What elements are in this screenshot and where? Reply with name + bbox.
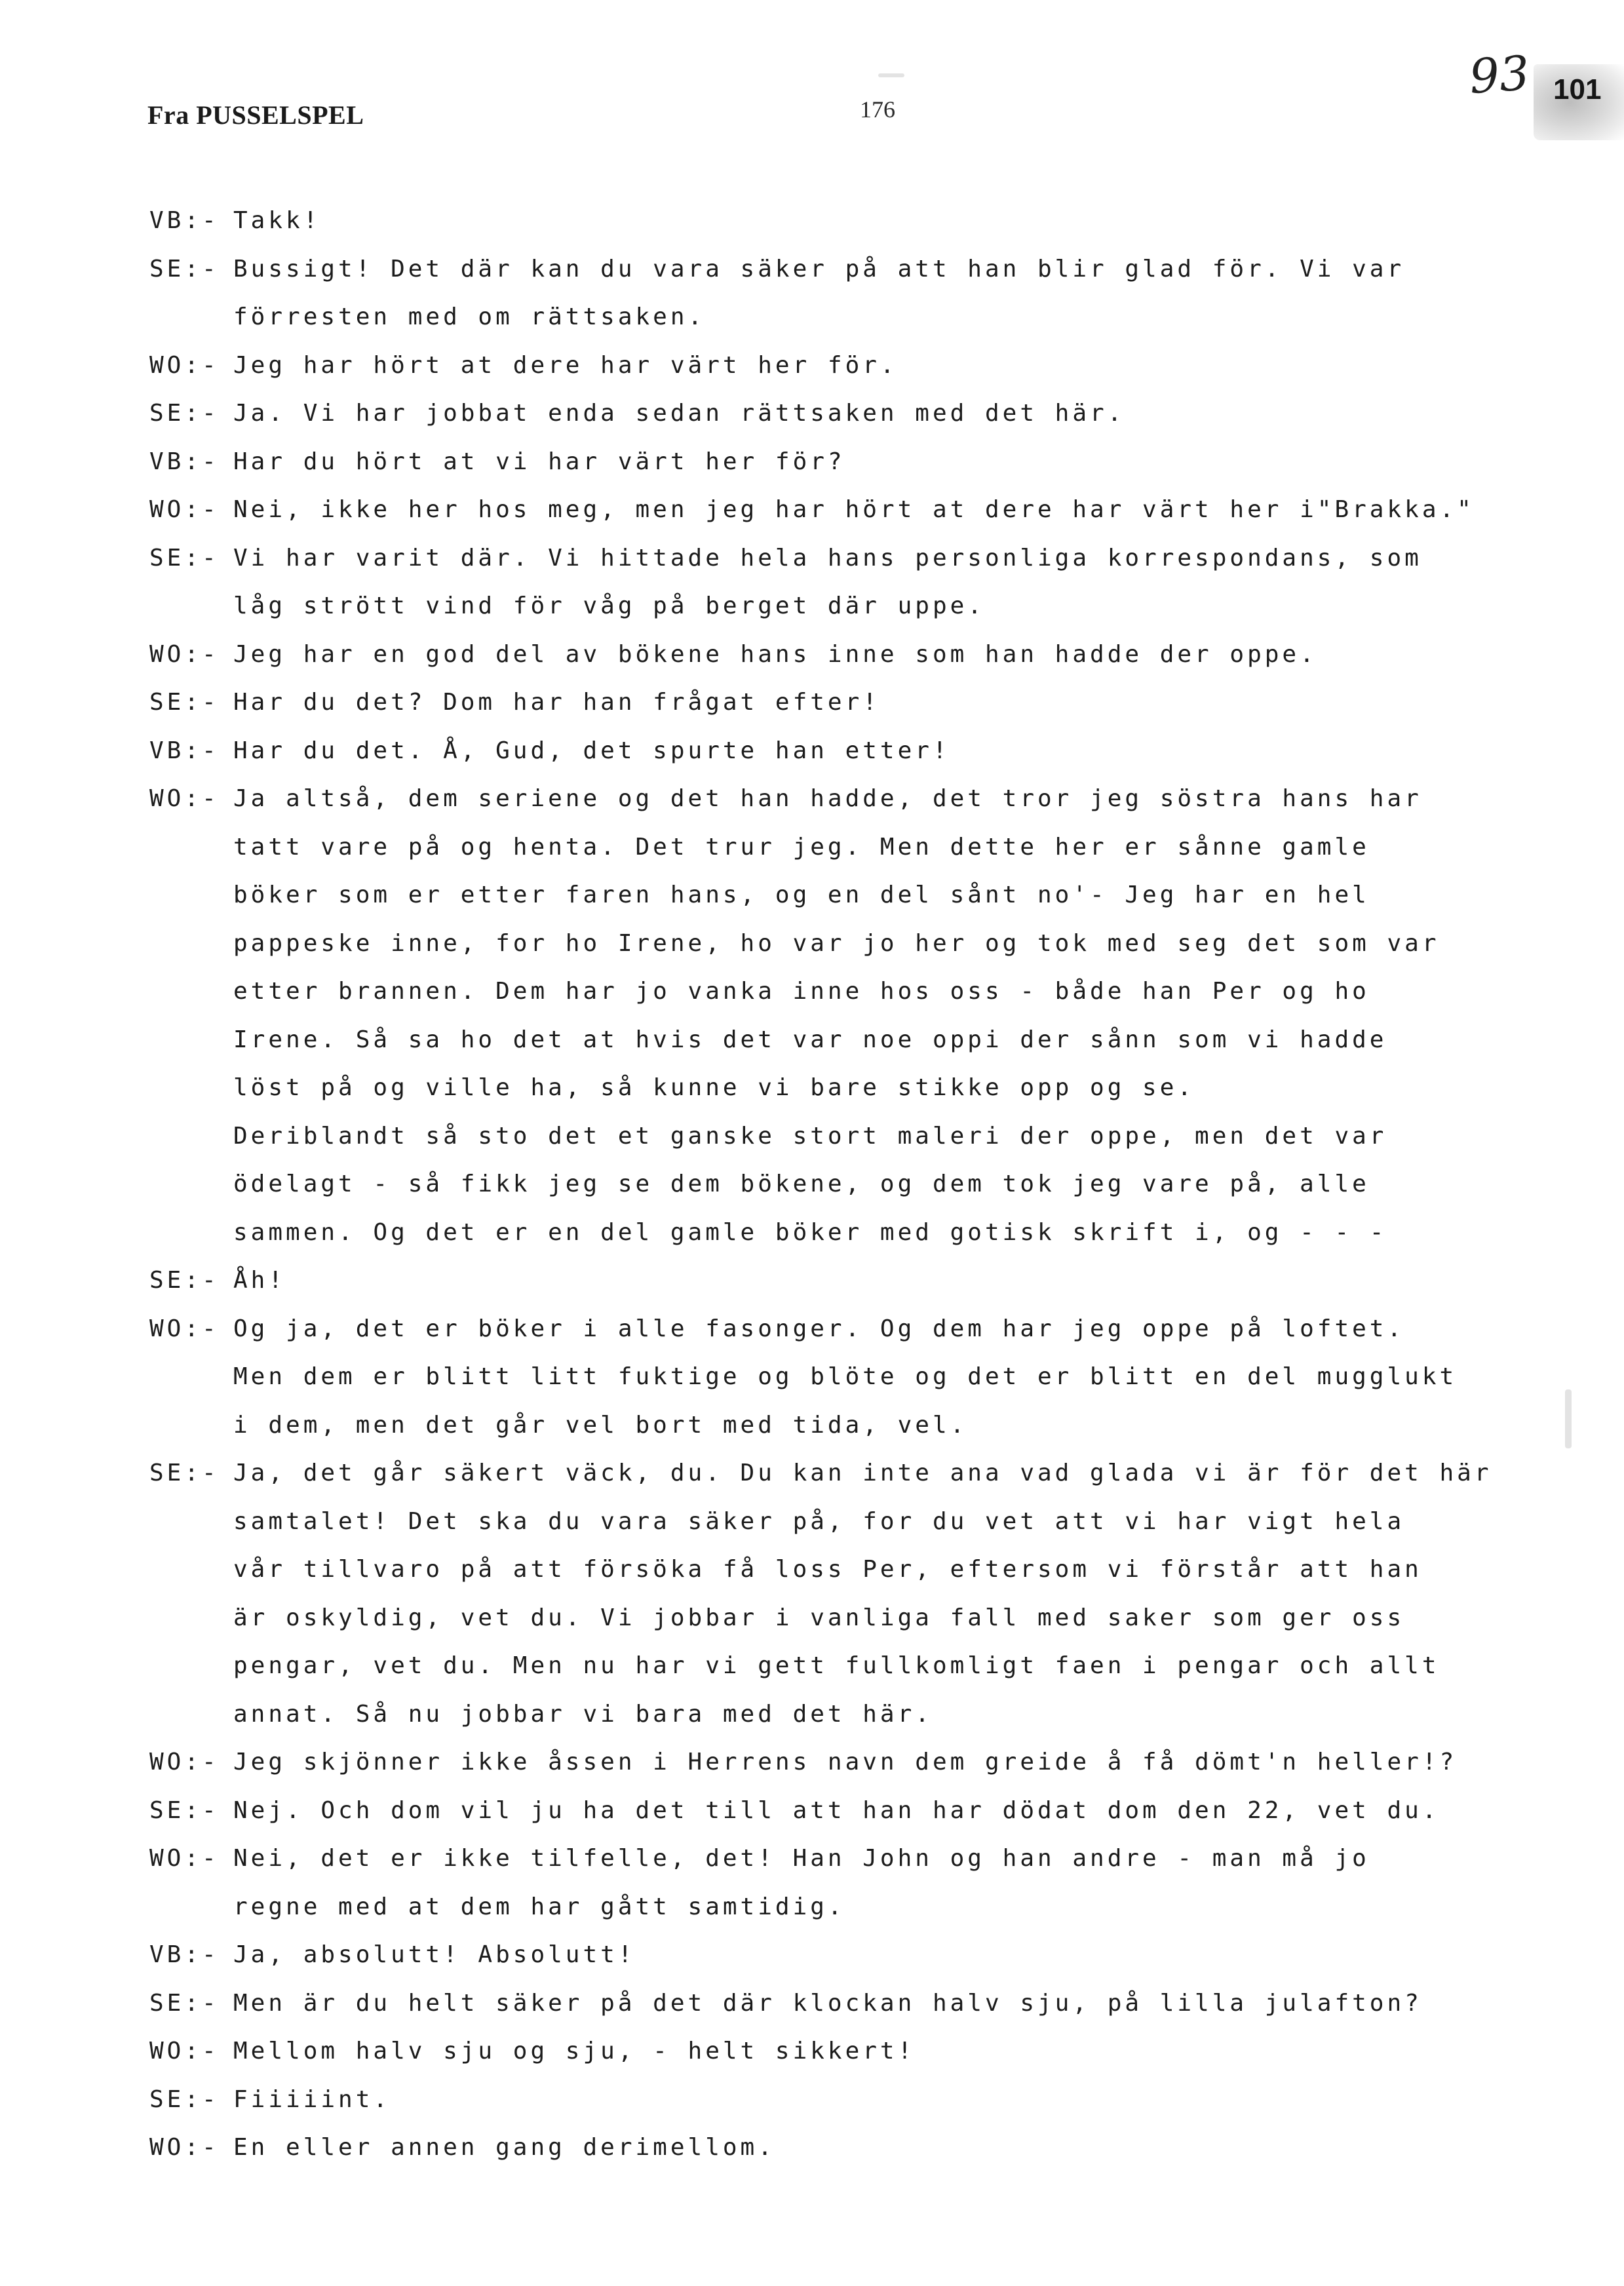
dialogue-text: etter brannen. Dem har jo vanka inne hos oss - både han Per og ho: [233, 978, 1370, 1005]
speaker-label: SE:-: [149, 1796, 220, 1824]
dialogue-continuation-line: [149, 823, 1499, 872]
dialogue-text: Takk!: [233, 207, 321, 234]
dialogue-continuation-line: [149, 1883, 1499, 1931]
dialogue-line: [149, 2123, 1499, 2172]
speaker-label: WO:-: [149, 1749, 220, 1775]
document-header-title: Fra PUSSELSPEL: [147, 100, 364, 130]
dialogue-text: böker som er etter faren hans, og en del sånt no'- Jeg har en hel: [233, 881, 1370, 908]
dialogue-line: [149, 630, 1499, 679]
dialogue-line: [149, 1305, 1499, 1353]
dialogue-text: förresten med om rättsaken.: [233, 303, 706, 330]
dialogue-text: Ja. Vi har jobbat enda sedan rättsaken med det här.: [233, 400, 1125, 427]
dialogue-text: Ja altså, dem seriene og det han hadde, det tror jeg söstra hans har: [233, 785, 1422, 812]
dialogue-line: [149, 486, 1499, 534]
dialogue-continuation-line: [149, 1401, 1499, 1450]
dialogue-text: tatt vare på og henta. Det trur jeg. Men dette her er sånne gamle: [233, 833, 1370, 861]
handwritten-page-number: 93: [1467, 45, 1532, 105]
dialogue-continuation-line: [149, 920, 1499, 968]
dialogue-continuation-line: [149, 1016, 1499, 1064]
dialogue-text: Fiiiiint.: [233, 2085, 391, 2113]
dialogue-text: pengar, vet du. Men nu har vi gett fullkomligt faen i pengar och allt: [233, 1652, 1440, 1679]
speaker-label: SE:-: [149, 1460, 220, 1486]
speaker-label: WO:-: [149, 2038, 220, 2064]
dialogue-line: [149, 1979, 1499, 2028]
dialogue-continuation-line: [149, 293, 1499, 341]
speaker-label: SE:-: [149, 544, 220, 572]
dialogue-continuation-line: [149, 967, 1499, 1016]
dialogue-line: [149, 775, 1499, 823]
dialogue-text: Har du det? Dom har han frågat efter!: [233, 689, 880, 716]
transcript: [149, 197, 1499, 2172]
dialogue-text: löst på og ville ha, så kunne vi bare stikke opp og se.: [233, 1074, 1195, 1101]
dialogue-line: [149, 678, 1499, 727]
dialogue-text: i dem, men det går vel bort med tida, vel.: [233, 1411, 968, 1439]
dialogue-continuation-line: [149, 1642, 1499, 1690]
dialogue-text: Mellom halv sju og sju, - helt sikkert!: [233, 2038, 916, 2064]
dialogue-continuation-line: [149, 1160, 1499, 1209]
speaker-label: WO:-: [149, 351, 220, 379]
dialogue-text: Jeg har en god del av bökene hans inne som han hadde der oppe.: [233, 640, 1317, 668]
dialogue-continuation-line: [149, 1690, 1499, 1739]
dialogue-text: Ja, det går säkert väck, du. Du kan inte ana vad glada vi är för det här: [233, 1460, 1492, 1486]
dialogue-text: Men dem er blitt litt fuktige og blöte og det er blitt en del mugglukt: [233, 1363, 1458, 1390]
dialogue-text: Deriblandt så sto det et ganske stort maleri der oppe, men det var: [233, 1122, 1387, 1150]
dialogue-line: [149, 727, 1499, 775]
dialogue-line: [149, 2076, 1499, 2124]
speaker-label: WO:-: [149, 1315, 220, 1342]
dialogue-text: Har du hört at vi har värt her för?: [233, 448, 845, 475]
dialogue-text: Åh!: [233, 1267, 286, 1294]
dialogue-continuation-line: [149, 1498, 1499, 1546]
dialogue-continuation-line: [149, 582, 1499, 630]
dialogue-line: [149, 245, 1499, 294]
dialogue-continuation-line: [149, 1209, 1499, 1257]
dialogue-line: [149, 389, 1499, 438]
dialogue-text: vår tillvaro på att försöka få loss Per, eftersom vi förstår att han: [233, 1556, 1422, 1583]
dialogue-text: Jeg skjönner ikke åssen i Herrens navn dem greide å få dömt'n heller!?: [233, 1749, 1458, 1775]
dialogue-text: Jeg har hört at dere har värt her för.: [233, 351, 898, 379]
dialogue-line: [149, 1787, 1499, 1835]
dialogue-text: Bussigt! Det där kan du vara säker på att han blir glad för. Vi var: [233, 255, 1405, 282]
dialogue-continuation-line: [149, 1064, 1499, 1112]
dialogue-continuation-line: [149, 1112, 1499, 1161]
archive-stamp-number: 101: [1553, 73, 1602, 106]
dialogue-text: är oskyldig, vet du. Vi jobbar i vanliga fall med saker som ger oss: [233, 1604, 1405, 1631]
dialogue-text: sammen. Og det er en del gamle böker med gotisk skrift i, og - - -: [233, 1218, 1387, 1246]
speaker-label: SE:-: [149, 689, 220, 716]
dialogue-text: Nei, ikke her hos meg, men jeg har hört at dere har värt her i"Brakka.": [233, 496, 1475, 523]
speaker-label: VB:-: [149, 737, 220, 764]
dialogue-line: [149, 1738, 1499, 1787]
speaker-label: SE:-: [149, 255, 220, 282]
dialogue-line: [149, 1449, 1499, 1498]
dialogue-text: Og ja, det er böker i alle fasonger. Og dem har jeg oppe på loftet.: [233, 1315, 1405, 1342]
dialogue-line: [149, 341, 1499, 390]
speaker-label: WO:-: [149, 496, 220, 523]
dialogue-line: [149, 2027, 1499, 2076]
speaker-label: VB:-: [149, 1941, 220, 1968]
dialogue-line: [149, 1834, 1499, 1883]
dialogue-text: Har du det. Å, Gud, det spurte han etter!: [233, 737, 950, 764]
dialogue-text: Men är du helt säker på det där klockan halv sju, på lilla julafton?: [233, 1989, 1422, 2017]
dialogue-line: [149, 197, 1499, 245]
dialogue-text: Ja, absolutt! Absolutt!: [233, 1941, 636, 1968]
scan-speck: [878, 73, 904, 77]
dialogue-text: ödelagt - så fikk jeg se dem bökene, og dem tok jeg vare på, alle: [233, 1171, 1370, 1197]
dialogue-continuation-line: [149, 1353, 1499, 1401]
speaker-label: WO:-: [149, 785, 220, 812]
dialogue-text: samtalet! Det ska du vara säker på, for du vet att vi har vigt hela: [233, 1507, 1405, 1535]
dialogue-line: [149, 1931, 1499, 1979]
scan-speck: [1565, 1389, 1572, 1448]
speaker-label: SE:-: [149, 400, 220, 427]
dialogue-continuation-line: [149, 1594, 1499, 1642]
speaker-label: WO:-: [149, 2134, 220, 2161]
speaker-label: VB:-: [149, 448, 220, 475]
speaker-label: WO:-: [149, 640, 220, 668]
page-number: 176: [860, 96, 895, 123]
speaker-label: VB:-: [149, 207, 220, 234]
dialogue-text: låg strött vind för våg på berget där uppe.: [233, 592, 985, 619]
speaker-label: SE:-: [149, 1989, 220, 2017]
dialogue-line: [149, 534, 1499, 583]
dialogue-text: Vi har varit där. Vi hittade hela hans personliga korrespondans, som: [233, 544, 1422, 572]
dialogue-text: annat. Så nu jobbar vi bara med det här.: [233, 1700, 933, 1728]
dialogue-continuation-line: [149, 1545, 1499, 1594]
dialogue-text: pappeske inne, for ho Irene, ho var jo her og tok med seg det som var: [233, 929, 1440, 957]
dialogue-line: [149, 438, 1499, 486]
dialogue-text: Nej. Och dom vil ju ha det till att han har dödat dom den 22, vet du.: [233, 1796, 1440, 1824]
speaker-label: WO:-: [149, 1845, 220, 1872]
speaker-label: SE:-: [149, 1267, 220, 1294]
dialogue-continuation-line: [149, 871, 1499, 920]
dialogue-text: En eller annen gang derimellom.: [233, 2134, 775, 2161]
speaker-label: SE:-: [149, 2085, 220, 2113]
dialogue-line: [149, 1256, 1499, 1305]
dialogue-text: regne med at dem har gått samtidig.: [233, 1893, 845, 1920]
dialogue-text: Nei, det er ikke tilfelle, det! Han John og han andre - man må jo: [233, 1845, 1370, 1872]
dialogue-text: Irene. Så sa ho det at hvis det var noe oppi der sånn som vi hadde: [233, 1026, 1387, 1053]
